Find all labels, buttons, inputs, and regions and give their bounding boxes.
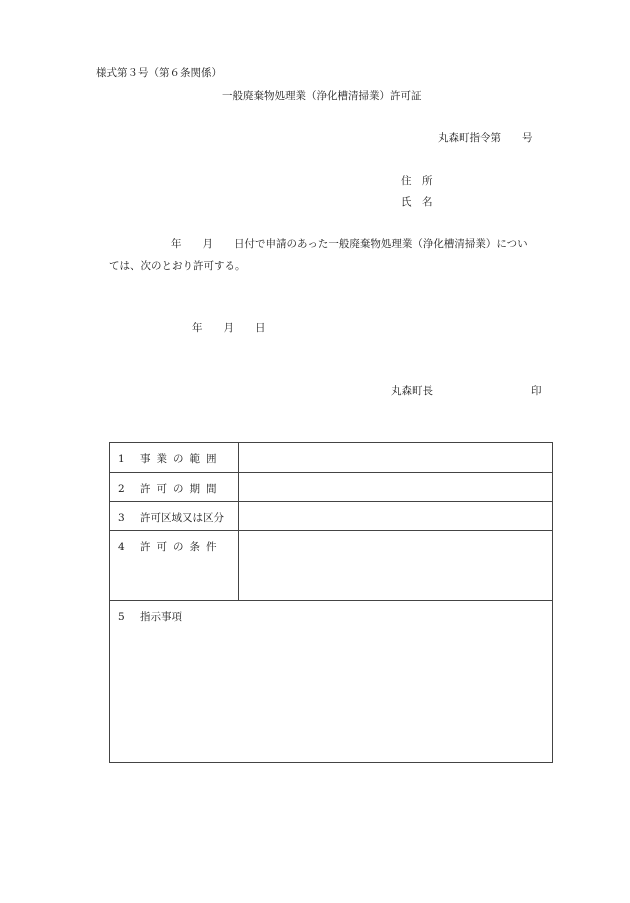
address-label: 住 所 <box>401 175 433 187</box>
row-label <box>118 609 182 624</box>
row-number: 3 <box>118 512 125 524</box>
issuer: 丸森町長 <box>391 385 433 397</box>
table-row-period <box>110 473 552 502</box>
permit-details-table <box>109 442 553 763</box>
table-row-area <box>110 502 552 531</box>
document-title: 一般廃棄物処理業（浄化槽清掃業）許可証 <box>222 90 422 102</box>
row-label <box>118 510 224 525</box>
row-label <box>118 481 223 496</box>
row-label <box>118 451 223 466</box>
conditions-value-cell <box>238 531 552 600</box>
seal-mark: 印 <box>531 385 542 397</box>
row-label-text: 許可区域又は区分 <box>140 512 224 524</box>
row-label-text: 事業の範囲 <box>140 453 223 465</box>
row-number: 4 <box>118 541 125 553</box>
row-label <box>118 539 223 554</box>
row-label-text: 許可の条件 <box>140 541 223 553</box>
body-line-1: 年 月 日付で申請のあった一般廃棄物処理業（浄化槽清掃業）につい <box>171 238 528 250</box>
row-number: 1 <box>118 453 125 465</box>
body-line-2: ては、次のとおり許可する。 <box>109 260 246 272</box>
row-number: 2 <box>118 483 125 495</box>
area-value-cell <box>238 502 552 530</box>
table-row-scope <box>110 443 552 473</box>
name-label: 氏 名 <box>401 196 433 208</box>
row-label-text: 許可の期間 <box>140 483 223 495</box>
table-row-conditions <box>110 531 552 601</box>
row-number: 5 <box>118 611 125 623</box>
scope-value-cell <box>238 443 552 472</box>
row-label-text: 指示事項 <box>140 611 182 623</box>
issue-date: 年 月 日 <box>192 322 266 334</box>
period-value-cell <box>238 473 552 501</box>
table-row-instructions <box>110 601 552 762</box>
permit-number: 丸森町指令第 号 <box>438 132 533 144</box>
form-number: 様式第３号（第６条関係） <box>96 67 222 79</box>
